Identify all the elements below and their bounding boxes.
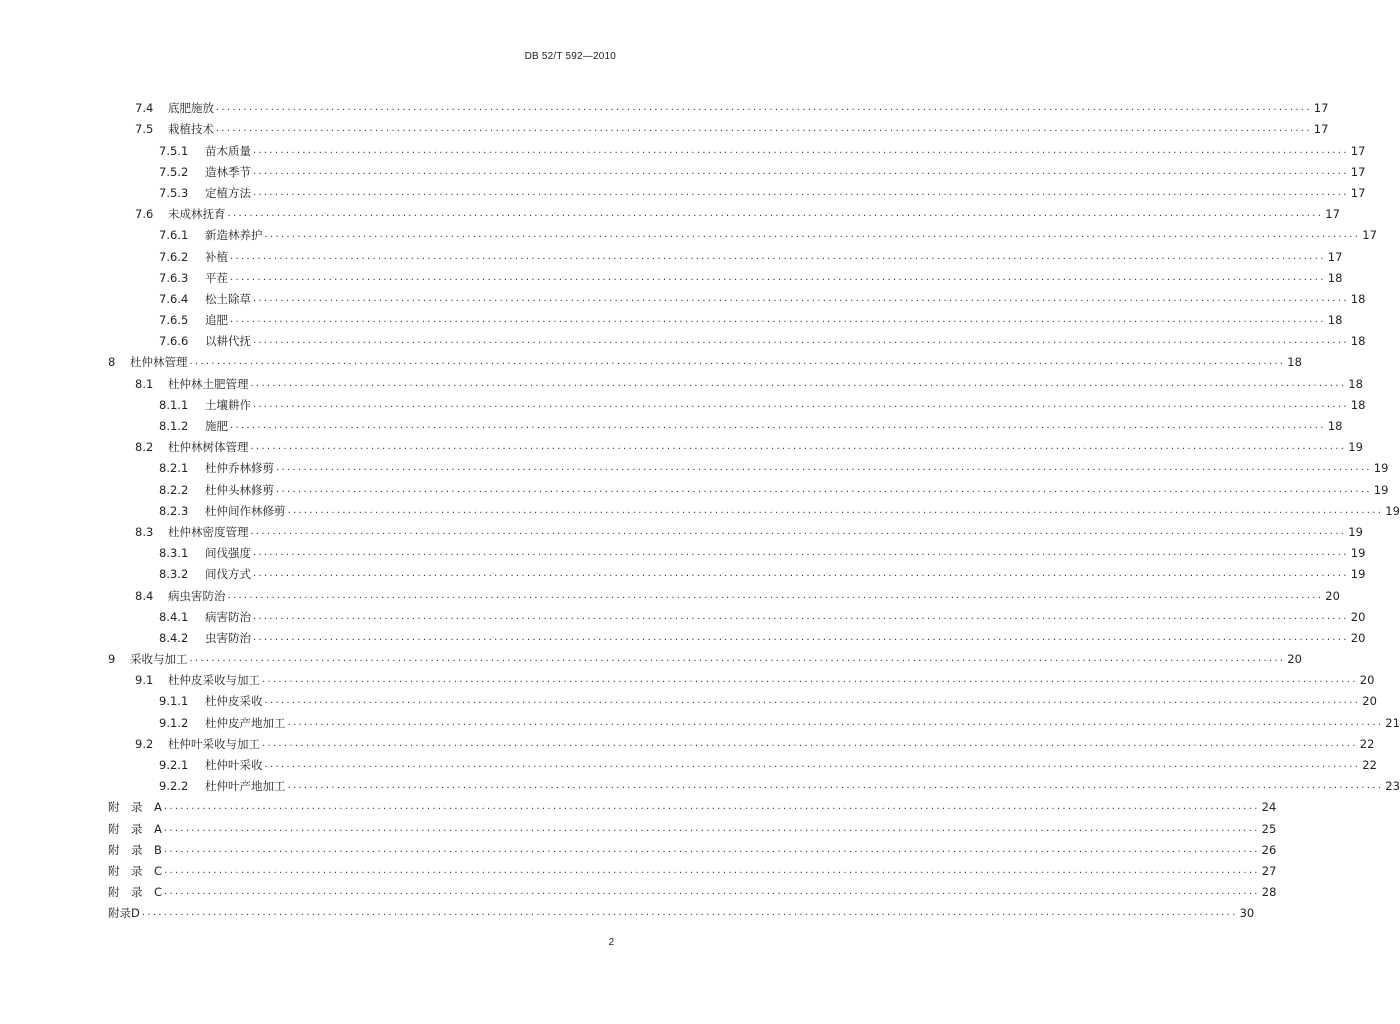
- toc-entry[interactable]: [108, 836, 1277, 857]
- toc-entry[interactable]: [108, 539, 1366, 561]
- toc-entry-number: 7.5.1: [159, 143, 189, 158]
- toc-entry-number: 8.3.2: [159, 567, 189, 582]
- standard-code-header: DB 52/T 592—2010: [524, 51, 616, 62]
- toc-entry-page: 18: [1350, 397, 1366, 412]
- toc-entry-number: 8.4.1: [159, 609, 189, 624]
- toc-entry-title: 栽植技术: [168, 122, 214, 137]
- toc-dot-leader: ........................................................................................................................................................................................................: [230, 420, 1326, 431]
- toc-entry-title: 病虫害防治: [168, 588, 226, 603]
- toc-dot-leader: ........................................................................................................................................................................................................: [253, 568, 1349, 580]
- toc-dot-leader: ........................................................................................................................................................................................................: [189, 356, 1286, 368]
- toc-entry-number: 8.3: [135, 524, 154, 539]
- toc-entry-page: 17: [1350, 164, 1366, 179]
- toc-entry-page: 19: [1348, 524, 1363, 539]
- toc-entry-number: 9: [108, 652, 116, 667]
- toc-entry-page: 18: [1350, 291, 1366, 306]
- toc-dot-leader: ........................................................................................................................................................................................................: [253, 144, 1349, 156]
- toc-entry-title: 杜仲皮采收与加工: [168, 673, 260, 688]
- toc-dot-leader: ........................................................................................................................................................................................................: [227, 208, 1324, 220]
- toc-entry-page: 20: [1287, 652, 1302, 667]
- toc-entry-page: 28: [1261, 885, 1277, 900]
- toc-entry[interactable]: [108, 412, 1343, 433]
- toc-dot-leader: ........................................................................................................................................................................................................: [253, 335, 1349, 347]
- toc-entry-number: 7.5.2: [159, 164, 189, 179]
- toc-dot-leader: ........................................................................................................................................................................................................: [216, 123, 1312, 135]
- toc-entry-title: 杜仲林管理: [130, 355, 188, 370]
- toc-entry-page: 17: [1313, 122, 1329, 137]
- toc-entry-title: 附 录 C: [108, 885, 163, 900]
- toc-entry-title: 杜仲皮采收: [205, 694, 263, 709]
- toc-entry-title: 定植方法: [205, 185, 251, 200]
- toc-dot-leader: ........................................................................................................................................................................................................: [253, 186, 1349, 198]
- toc-entry[interactable]: [108, 581, 1340, 603]
- toc-entry-page: 17: [1350, 143, 1366, 158]
- toc-entry[interactable]: [108, 158, 1366, 179]
- toc-dot-leader: ........................................................................................................................................................................................................: [230, 271, 1326, 283]
- toc-entry-title: 间伐强度: [205, 546, 251, 561]
- toc-dot-leader: ........................................................................................................................................................................................................: [287, 504, 1384, 516]
- toc-entry[interactable]: [108, 730, 1375, 751]
- toc-entry-page: 20: [1350, 630, 1366, 645]
- toc-entry[interactable]: [108, 454, 1389, 476]
- toc-entry-number: 8: [108, 355, 116, 370]
- toc-dot-leader: ........................................................................................................................................................................................................: [230, 314, 1326, 326]
- toc-entry-title: 土壤耕作: [205, 397, 251, 412]
- toc-entry[interactable]: [108, 878, 1277, 900]
- toc-entry-page: 17: [1327, 249, 1343, 264]
- toc-entry[interactable]: [108, 708, 1400, 730]
- toc-dot-leader: ........................................................................................................................................................................................................: [264, 759, 1361, 770]
- toc-entry[interactable]: [108, 348, 1302, 370]
- table-of-contents: [108, 94, 1400, 921]
- toc-dot-leader: ........................................................................................................................................................................................................: [287, 780, 1384, 792]
- toc-entry-page: 18: [1348, 376, 1363, 391]
- toc-dot-leader: ........................................................................................................................................................................................................: [253, 547, 1349, 559]
- toc-entry-number: 7.6: [135, 207, 154, 222]
- toc-entry[interactable]: [108, 687, 1377, 709]
- toc-entry[interactable]: [108, 857, 1277, 878]
- toc-dot-leader: ........................................................................................................................................................................................................: [250, 525, 1347, 537]
- toc-entry-number: 8.1.1: [159, 397, 189, 412]
- toc-dot-leader: ........................................................................................................................................................................................................: [189, 653, 1286, 665]
- toc-dot-leader: ........................................................................................................................................................................................................: [141, 907, 1238, 919]
- toc-dot-leader: ........................................................................................................................................................................................................: [163, 801, 1260, 813]
- toc-entry-title: 底肥施放: [168, 101, 214, 116]
- toc-entry[interactable]: [108, 475, 1389, 497]
- toc-entry[interactable]: [108, 179, 1366, 200]
- toc-entry-page: 23: [1385, 779, 1400, 794]
- toc-entry-page: 19: [1373, 461, 1389, 476]
- toc-entry[interactable]: [108, 264, 1343, 285]
- toc-dot-leader: ........................................................................................................................................................................................................: [250, 441, 1347, 453]
- toc-entry-page: 19: [1385, 503, 1400, 518]
- toc-dot-leader: ........................................................................................................................................................................................................: [264, 229, 1361, 241]
- toc-entry-page: 24: [1261, 800, 1277, 815]
- toc-dot-leader: ........................................................................................................................................................................................................: [164, 886, 1260, 898]
- toc-dot-leader: ........................................................................................................................................................................................................: [163, 822, 1260, 834]
- toc-entry-number: 8.4: [135, 588, 154, 603]
- toc-entry-title: 杜仲林树体管理: [168, 440, 249, 455]
- toc-entry-page: 17: [1362, 228, 1377, 243]
- toc-entry[interactable]: [108, 327, 1366, 349]
- toc-entry-number: 8.2.2: [159, 482, 189, 497]
- toc-entry[interactable]: [108, 391, 1366, 412]
- toc-dot-leader: ........................................................................................................................................................................................................: [276, 462, 1372, 474]
- toc-entry-page: 17: [1313, 101, 1329, 116]
- toc-entry[interactable]: [108, 814, 1277, 836]
- toc-dot-leader: ........................................................................................................................................................................................................: [253, 398, 1349, 410]
- toc-entry-number: 8.2.3: [159, 503, 189, 518]
- toc-entry-page: 18: [1327, 270, 1343, 285]
- toc-entry-page: 19: [1348, 440, 1363, 455]
- toc-dot-leader: ........................................................................................................................................................................................................: [216, 102, 1312, 114]
- toc-entry-page: 19: [1373, 482, 1389, 497]
- toc-entry-title: 补植: [205, 249, 228, 264]
- toc-entry-title: 病害防治: [205, 609, 251, 624]
- toc-entry-title: 追肥: [205, 313, 228, 328]
- toc-entry[interactable]: [108, 433, 1363, 455]
- toc-entry-title: 杜仲皮产地加工: [205, 715, 286, 730]
- toc-entry-page: 20: [1359, 673, 1375, 688]
- toc-entry-number: 9.2: [135, 736, 154, 751]
- toc-entry-page: 17: [1350, 185, 1366, 200]
- toc-entry[interactable]: [108, 518, 1363, 539]
- toc-entry-number: 8.2: [135, 440, 154, 455]
- toc-entry-title: 杜仲林密度管理: [168, 524, 249, 539]
- toc-entry-title: 附 录 B: [108, 842, 162, 857]
- toc-entry-number: 7.6.4: [159, 291, 189, 306]
- toc-dot-leader: ........................................................................................................................................................................................................: [253, 631, 1349, 643]
- toc-entry-title: 附录D: [108, 906, 140, 921]
- toc-entry-number: 7.6.2: [159, 249, 189, 264]
- toc-entry-title: 松土除草: [205, 291, 251, 306]
- toc-entry-number: 8.4.2: [159, 630, 189, 645]
- toc-entry-title: 杜仲头林修剪: [205, 482, 274, 497]
- toc-entry-number: 7.6.5: [159, 313, 189, 328]
- toc-entry-title: 虫害防治: [205, 630, 251, 645]
- toc-dot-leader: ........................................................................................................................................................................................................: [253, 165, 1349, 177]
- toc-entry-title: 杜仲乔林修剪: [205, 461, 274, 476]
- toc-entry-page: 20: [1325, 588, 1340, 603]
- toc-entry-number: 9.1.1: [159, 694, 189, 709]
- toc-entry-number: 8.3.1: [159, 546, 189, 561]
- toc-entry[interactable]: [108, 793, 1277, 815]
- toc-entry-number: 7.5.3: [159, 185, 189, 200]
- toc-entry-title: 杜仲林土肥管理: [168, 376, 249, 391]
- toc-entry-page: 18: [1287, 355, 1302, 370]
- page-number: 2: [608, 937, 614, 948]
- toc-entry-title: 间伐方式: [205, 567, 251, 582]
- toc-entry-number: 8.1: [135, 376, 154, 391]
- toc-entry-page: 25: [1261, 821, 1277, 836]
- toc-entry-title: 附 录 A: [108, 821, 162, 836]
- toc-entry[interactable]: [108, 115, 1329, 137]
- toc-entry[interactable]: [108, 94, 1329, 116]
- toc-entry-title: 以耕代抚: [205, 334, 251, 349]
- toc-entry-title: 杜仲叶采收: [205, 758, 263, 772]
- toc-entry-title: 平茬: [205, 270, 228, 285]
- toc-dot-leader: ........................................................................................................................................................................................................: [253, 292, 1349, 304]
- toc-entry-title: 造林季节: [205, 164, 251, 179]
- toc-entry-number: 7.6.1: [159, 228, 189, 243]
- toc-entry-number: 8.1.2: [159, 419, 189, 433]
- toc-entry-number: 7.6.3: [159, 270, 189, 285]
- toc-dot-leader: ........................................................................................................................................................................................................: [276, 483, 1372, 495]
- toc-dot-leader: ........................................................................................................................................................................................................: [250, 377, 1347, 389]
- toc-entry[interactable]: [108, 242, 1343, 264]
- toc-entry-number: 9.2.1: [159, 758, 189, 772]
- toc-entry[interactable]: [108, 369, 1363, 391]
- toc-dot-leader: ........................................................................................................................................................................................................: [287, 716, 1384, 728]
- toc-entry[interactable]: [108, 306, 1343, 328]
- toc-entry-title: 施肥: [205, 419, 228, 433]
- toc-entry-page: 22: [1359, 736, 1375, 751]
- toc-dot-leader: ........................................................................................................................................................................................................: [163, 843, 1260, 855]
- toc-entry[interactable]: [108, 560, 1366, 582]
- toc-entry-number: 7.4: [135, 101, 154, 116]
- toc-entry-page: 20: [1350, 609, 1366, 624]
- toc-entry-title: 苗木质量: [205, 143, 251, 158]
- toc-entry-page: 19: [1350, 546, 1366, 561]
- toc-entry-page: 20: [1362, 694, 1377, 709]
- toc-entry-number: 7.5: [135, 122, 154, 137]
- toc-entry[interactable]: [108, 666, 1375, 688]
- toc-entry[interactable]: [108, 497, 1400, 518]
- toc-entry-title: 杜仲间作林修剪: [205, 503, 286, 518]
- toc-entry-number: 8.2.1: [159, 461, 189, 476]
- toc-entry-page: 19: [1350, 567, 1366, 582]
- toc-entry-number: 9.2.2: [159, 779, 189, 794]
- toc-entry-page: 21: [1385, 715, 1400, 730]
- toc-entry[interactable]: [108, 136, 1366, 158]
- toc-entry[interactable]: [108, 751, 1377, 772]
- toc-dot-leader: ........................................................................................................................................................................................................: [262, 674, 1358, 686]
- toc-dot-leader: ........................................................................................................................................................................................................: [230, 250, 1326, 262]
- toc-entry-page: 22: [1362, 758, 1377, 772]
- toc-dot-leader: ........................................................................................................................................................................................................: [253, 610, 1349, 622]
- toc-entry-title: 新造林养护: [205, 228, 263, 243]
- toc-entry[interactable]: [108, 645, 1302, 667]
- toc-entry-page: 26: [1261, 842, 1277, 857]
- toc-entry-title: 杜仲叶采收与加工: [168, 736, 260, 751]
- toc-dot-leader: ........................................................................................................................................................................................................: [164, 864, 1260, 876]
- toc-entry-page: 17: [1325, 207, 1340, 222]
- toc-entry-page: 27: [1261, 863, 1277, 878]
- toc-entry-title: 杜仲叶产地加工: [205, 779, 286, 794]
- toc-entry-page: 18: [1327, 313, 1343, 328]
- toc-entry[interactable]: [108, 772, 1400, 794]
- toc-entry-title: 采收与加工: [130, 652, 188, 667]
- toc-entry-number: 7.6.6: [159, 334, 189, 349]
- toc-dot-leader: ........................................................................................................................................................................................................: [264, 695, 1361, 707]
- toc-entry[interactable]: [108, 899, 1255, 921]
- toc-dot-leader: ........................................................................................................................................................................................................: [227, 589, 1324, 601]
- toc-entry[interactable]: [108, 285, 1366, 306]
- toc-entry[interactable]: [108, 221, 1377, 243]
- toc-entry-page: 30: [1239, 906, 1255, 921]
- toc-entry-title: 未成林抚育: [168, 207, 226, 222]
- toc-entry[interactable]: [108, 603, 1366, 624]
- toc-entry-page: 18: [1350, 334, 1366, 349]
- toc-entry-number: 9.1.2: [159, 715, 189, 730]
- toc-entry[interactable]: [108, 200, 1340, 222]
- toc-entry-title: 附 录 C: [108, 863, 163, 878]
- toc-dot-leader: ........................................................................................................................................................................................................: [262, 737, 1358, 749]
- toc-entry-title: 附 录 A: [108, 800, 162, 815]
- toc-entry-page: 18: [1327, 419, 1343, 433]
- toc-entry-number: 9.1: [135, 673, 154, 688]
- toc-entry[interactable]: [108, 624, 1366, 645]
